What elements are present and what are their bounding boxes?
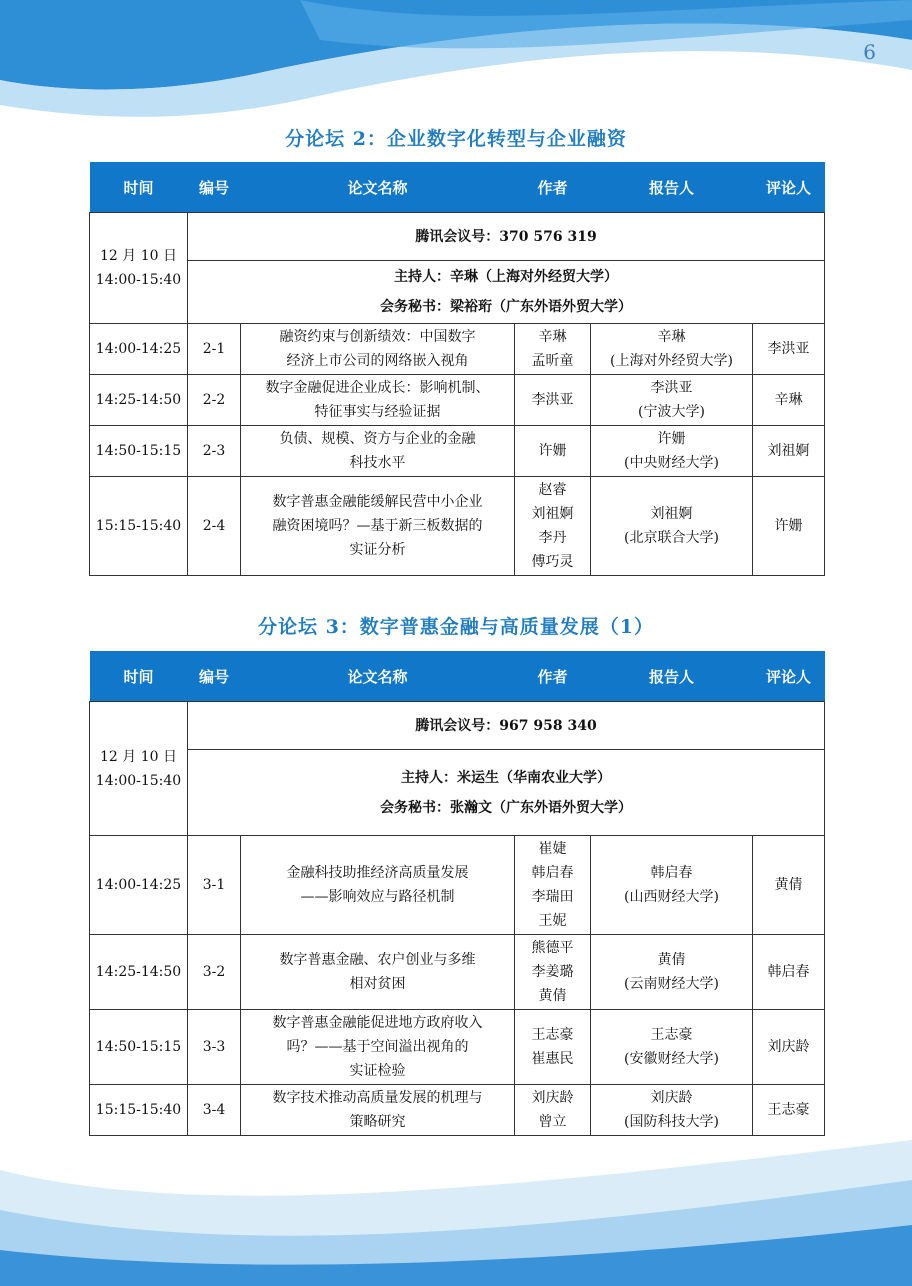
row-title: 数字普惠金融、农户创业与多维 相对贫困: [241, 935, 515, 1010]
row-reporter: 王志豪 (安徽财经大学): [591, 1010, 753, 1085]
table-row: [90, 375, 825, 426]
row-time: 14:25-14:50: [90, 935, 188, 1010]
row-id: 2-3: [188, 426, 241, 477]
col-time: 时间: [90, 162, 188, 213]
row-id: 3-2: [188, 935, 241, 1010]
table-header-row: [90, 651, 825, 702]
row-reviewer: 刘祖婀: [753, 426, 825, 477]
row-reporter: 黄倩 (云南财经大学): [591, 935, 753, 1010]
col-id: 编号: [188, 651, 241, 702]
col-title: 论文名称: [241, 162, 515, 213]
row-reviewer: 韩启春: [753, 935, 825, 1010]
session-datetime: [90, 213, 188, 324]
row-reporter: 韩启春 (山西财经大学): [591, 836, 753, 935]
secretary: 会务秘书：梁裕珩（广东外语外贸大学）: [380, 299, 632, 315]
row-title: 数字普惠金融能促进地方政府收入 吗？——基于空间溢出视角的 实证检验: [241, 1010, 515, 1085]
row-authors: 许姗: [515, 426, 591, 477]
row-authors: 熊德平 李姜璐 黄倩: [515, 935, 591, 1010]
row-id: 3-4: [188, 1085, 241, 1136]
row-reviewer: 李洪亚: [753, 324, 825, 375]
row-time: 14:50-15:15: [90, 1010, 188, 1085]
row-time: 14:50-15:15: [90, 426, 188, 477]
row-reporter: 刘庆龄 (国防科技大学): [591, 1085, 753, 1136]
forum3-title: 分论坛 3：数字普惠金融与高质量发展（1）: [257, 616, 655, 638]
session-host-info: [188, 261, 825, 324]
row-authors: 赵睿 刘祖婀 李丹 傅巧灵: [515, 477, 591, 576]
row-id: 3-3: [188, 1010, 241, 1085]
row-authors: 崔婕 韩启春 李瑞田 王妮: [515, 836, 591, 935]
row-reporter: 许姗 (中央财经大学): [591, 426, 753, 477]
table-row: [90, 1010, 825, 1085]
session-host-info: [188, 750, 825, 836]
row-reviewer: 刘庆龄: [753, 1010, 825, 1085]
col-id: 编号: [188, 162, 241, 213]
forum3-table: [89, 651, 825, 1136]
table-row: [90, 935, 825, 1010]
row-time: 15:15-15:40: [90, 1085, 188, 1136]
row-title: 数字技术推动高质量发展的机理与 策略研究: [241, 1085, 515, 1136]
row-time: 14:00-14:25: [90, 836, 188, 935]
session-datetime: [90, 702, 188, 836]
col-title: 论文名称: [241, 651, 515, 702]
row-time: 14:25-14:50: [90, 375, 188, 426]
row-id: 2-1: [188, 324, 241, 375]
row-time: 14:00-14:25: [90, 324, 188, 375]
table-row: [90, 836, 825, 935]
col-reporter: 报告人: [591, 651, 753, 702]
col-author: 作者: [515, 651, 591, 702]
row-title: 数字普惠金融能缓解民营中小企业 融资困境吗？—基于新三板数据的 实证分析: [241, 477, 515, 576]
host: 主持人：米运生（华南农业大学）: [401, 769, 611, 786]
table-row: [90, 1085, 825, 1136]
table-row: [90, 426, 825, 477]
row-title: 融资约束与创新绩效：中国数字 经济上市公司的网络嵌入视角: [241, 324, 515, 375]
row-id: 3-1: [188, 836, 241, 935]
session-time: 14:00-15:40: [95, 272, 182, 288]
col-reviewer: 评论人: [753, 651, 825, 702]
row-reporter: 刘祖婀 (北京联合大学): [591, 477, 753, 576]
row-authors: 李洪亚: [515, 375, 591, 426]
col-reporter: 报告人: [591, 162, 753, 213]
table-row: [90, 477, 825, 576]
col-time: 时间: [90, 651, 188, 702]
row-authors: 辛琳 孟昕童: [515, 324, 591, 375]
session-date: 12 月 10 日: [100, 748, 177, 765]
forum2-title: 分论坛 2：企业数字化转型与企业融资: [285, 128, 627, 150]
col-author: 作者: [515, 162, 591, 213]
row-reviewer: 黄倩: [753, 836, 825, 935]
row-reporter: 李洪亚 (宁波大学): [591, 375, 753, 426]
meeting-id: 腾讯会议号：967 958 340: [188, 702, 825, 750]
row-time: 15:15-15:40: [90, 477, 188, 576]
row-authors: 刘庆龄 曾立: [515, 1085, 591, 1136]
table-row: [90, 324, 825, 375]
host: 主持人：辛琳（上海对外经贸大学）: [394, 269, 618, 285]
row-title: 负债、规模、资方与企业的金融 科技水平: [241, 426, 515, 477]
row-title: 金融科技助推经济高质量发展 ——影响效应与路径机制: [241, 836, 515, 935]
forum2-table: [89, 162, 825, 576]
row-authors: 王志豪 崔惠民: [515, 1010, 591, 1085]
row-reviewer: 辛琳: [753, 375, 825, 426]
row-id: 2-4: [188, 477, 241, 576]
col-reviewer: 评论人: [753, 162, 825, 213]
secretary: 会务秘书：张瀚文（广东外语外贸大学）: [380, 799, 632, 816]
page-number: 6: [863, 40, 876, 64]
session-time: 14:00-15:40: [95, 772, 182, 789]
session-date: 12 月 10 日: [100, 248, 177, 264]
row-reporter: 辛琳 (上海对外经贸大学): [591, 324, 753, 375]
row-reviewer: 许姗: [753, 477, 825, 576]
bottom-wave-decoration: [0, 1130, 912, 1286]
row-id: 2-2: [188, 375, 241, 426]
table-header-row: [90, 162, 825, 213]
meeting-id: 腾讯会议号：370 576 319: [188, 213, 825, 261]
top-wave-decoration: [0, 0, 912, 130]
row-reviewer: 王志豪: [753, 1085, 825, 1136]
row-title: 数字金融促进企业成长：影响机制、 特征事实与经验证据: [241, 375, 515, 426]
